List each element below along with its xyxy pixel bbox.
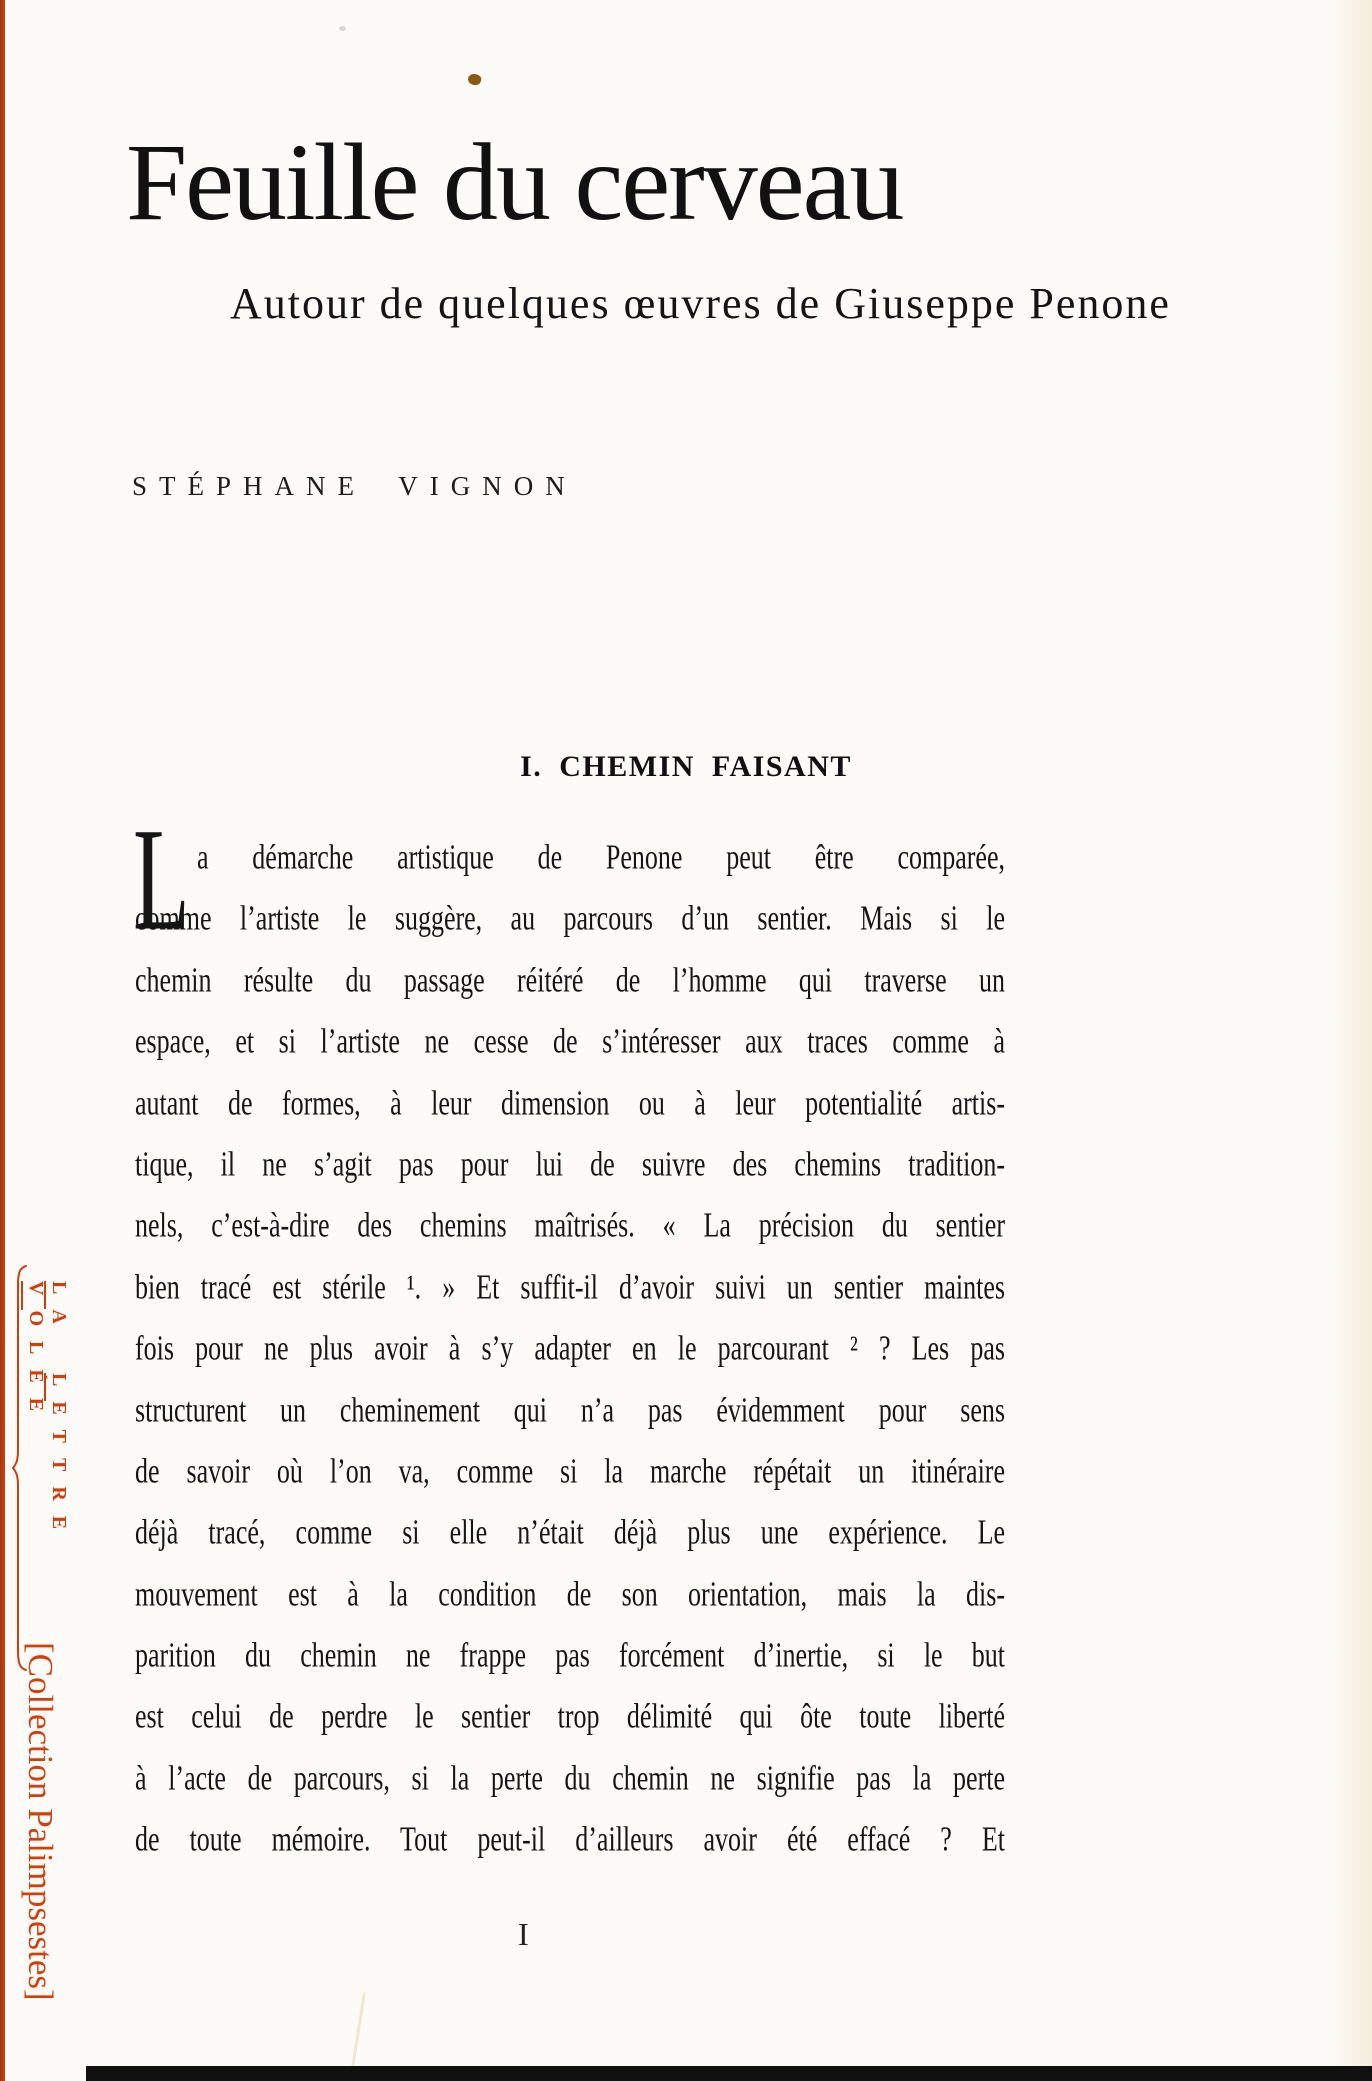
page-number: I: [518, 1916, 529, 1952]
body-line: fois pour ne plus avoir à s’y adapter en le parcourant ² ? Les pas: [135, 1328, 1005, 1368]
publisher-word: [48, 1373, 70, 1544]
body-line: comme l’artiste le suggère, au parcours d’un sentier. Mais si le: [135, 898, 1005, 938]
drop-cap-letter: L: [133, 798, 190, 961]
body-line: de savoir où l’on va, comme si la marche répétait un itinéraire: [135, 1451, 1005, 1491]
page-title: Feuille du cerveau: [126, 121, 903, 243]
body-text-block: [135, 837, 1005, 1892]
body-line: a démarche artistique de Penone peut être comparée,: [197, 837, 1005, 877]
publisher-initial: L: [44, 1281, 70, 1309]
body-line: chemin résulte du passage réitéré de l’homme qui traverse un: [135, 960, 1005, 1000]
body-line: mouvement est à la condition de son orientation, mais la dis-: [135, 1573, 1005, 1614]
body-line: autant de formes, à leur dimension ou à leur potentialité artis-: [135, 1082, 1005, 1122]
section-heading: I. CHEMIN FAISANT: [520, 750, 852, 783]
body-line: à l’acte de parcours, si la perte du chemin ne signifie pas la perte: [135, 1758, 1005, 1798]
body-line: nels, c’est-à-dire des chemins maîtrisés. « La précision du sentier: [135, 1205, 1005, 1245]
page-subtitle: Autour de quelques œuvres de Giuseppe Penone: [230, 279, 1171, 328]
body-line: déjà tracé, comme si elle n’était déjà plus une expérience. Le: [135, 1512, 1005, 1552]
scan-smudge: [339, 26, 346, 31]
publisher-initial: V: [21, 1281, 47, 1310]
body-line: est celui de perdre le sentier trop délimité qui ôte toute liberté: [135, 1696, 1005, 1736]
body-line: espace, et si l’artiste ne cesse de s’intéresser aux traces comme à: [135, 1021, 1005, 1061]
collection-name-vertical: [Collection Palimpsestes]: [21, 1642, 60, 2001]
body-line: parition du chemin ne frappe pas forcément d’inertie, si le but: [135, 1635, 1005, 1675]
publisher-word: [48, 1281, 70, 1339]
body-line: tique, il ne s’agit pas pour lui de suivre des chemins tradition-: [135, 1144, 1005, 1184]
publisher-word-rest: A: [48, 1309, 70, 1339]
publisher-word: [25, 1281, 47, 1426]
scan-speck: [467, 72, 483, 87]
publisher-word-rest: OLÉE: [25, 1310, 47, 1427]
scan-bottom-band: [86, 2066, 1372, 2081]
publisher-initial: L: [44, 1373, 70, 1401]
paper-right-edge-shade: [1330, 0, 1372, 2081]
publisher-name-vertical: [24, 1281, 70, 1676]
author-name: STÉPHANE VIGNON: [132, 471, 577, 501]
body-line: structurent un cheminement qui n’a pas évidemment pour sens: [135, 1389, 1005, 1429]
body-line: bien tracé est stérile ¹. » Et suffit-il d’avoir suivi un sentier maintes: [135, 1266, 1005, 1307]
left-red-edge-line: [0, 0, 5, 2081]
publisher-word-rest: ETTRE: [48, 1401, 70, 1544]
body-line: de toute mémoire. Tout peut-il d’ailleurs avoir été effacé ? Et: [135, 1819, 1005, 1859]
